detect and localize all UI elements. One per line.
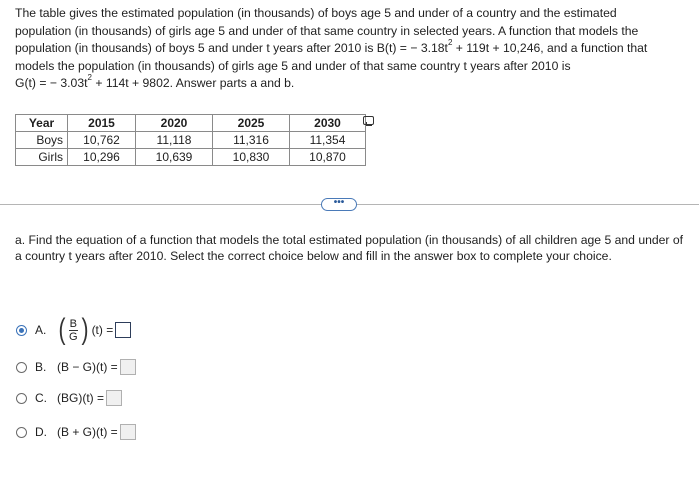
table-header-cell: Year: [16, 115, 68, 132]
table-row: [16, 149, 366, 166]
answer-box-b[interactable]: [120, 359, 136, 375]
radio-choice-d[interactable]: [16, 427, 27, 438]
fraction-numerator: B: [69, 317, 77, 330]
fraction: [68, 318, 79, 343]
choice-expression: (B + G)(t) =: [57, 425, 118, 439]
answer-box-c[interactable]: [106, 390, 122, 406]
answer-box-a[interactable]: [115, 322, 131, 338]
problem-line-3: population (in thousands) of boys 5 and under t years after 2010 is B(t) = − $3.18t^2 + 119t + 10,246$, and a function that: [15, 38, 648, 55]
choice-letter: A.: [35, 323, 47, 337]
choice-c[interactable]: [16, 390, 122, 406]
choice-a[interactable]: [16, 315, 131, 345]
table-cell: 11,316: [213, 132, 290, 149]
part-a-prompt: a. Find the equation of a function that models the total estimated population (in thousands) of all children age 5 and under of a country t years after 2010. Select the correct choice below and fill in the answer box to complete your choice.: [15, 233, 684, 263]
table-cell: 10,830: [213, 149, 290, 166]
choice-expression: (BG)(t) =: [57, 391, 104, 405]
choice-b[interactable]: [16, 359, 136, 375]
table-cell: 10,296: [68, 149, 136, 166]
table-header-cell: 2015: [68, 115, 136, 132]
radio-choice-a[interactable]: [16, 325, 27, 336]
row-label-boys: Boys: [16, 132, 68, 149]
problem-line-1: The table gives the estimated population (in thousands) of boys age 5 and under of a country and the estimated: [15, 6, 617, 20]
choice-letter: B.: [35, 360, 47, 374]
table-row: [16, 132, 366, 149]
table-header-cell: 2025: [213, 115, 290, 132]
table-header-cell: 2020: [136, 115, 213, 132]
problem-line-4: models the population (in thousands) of girls age 5 and under of that same country t years after 2010 is: [15, 58, 571, 73]
table-cell: 11,118: [136, 132, 213, 149]
table-cell: 10,639: [136, 149, 213, 166]
copy-table-icon[interactable]: [363, 116, 374, 125]
choice-expression: (t) =: [91, 323, 114, 337]
row-label-girls: Girls: [16, 149, 68, 166]
problem-line-5: G(t) = − $3.03t^2 + 114t + 9802$. Answer parts a and b.: [15, 73, 295, 90]
answer-box-d[interactable]: [120, 424, 136, 440]
choice-expression: (B − G)(t) =: [57, 360, 118, 374]
choice-letter: D.: [35, 425, 47, 439]
fraction-denominator: G: [69, 330, 78, 343]
table-header-row: [16, 115, 366, 132]
problem-line-2: population (in thousands) of girls age 5 and under of that same country in selected years. A function that models the: [15, 23, 639, 38]
show-more-button[interactable]: •••: [321, 198, 357, 211]
table-header-cell: 2030: [290, 115, 366, 132]
population-table: [15, 114, 366, 166]
table-cell: 10,762: [68, 132, 136, 149]
left-paren: (: [58, 313, 66, 346]
right-paren: ): [81, 313, 89, 346]
problem-statement: [15, 5, 693, 93]
table-cell: 11,354: [290, 132, 366, 149]
table-cell: 10,870: [290, 149, 366, 166]
radio-choice-c[interactable]: [16, 393, 27, 404]
radio-choice-b[interactable]: [16, 362, 27, 373]
choice-d[interactable]: [16, 424, 136, 440]
choice-letter: C.: [35, 391, 47, 405]
quotient-expression: [57, 315, 90, 345]
